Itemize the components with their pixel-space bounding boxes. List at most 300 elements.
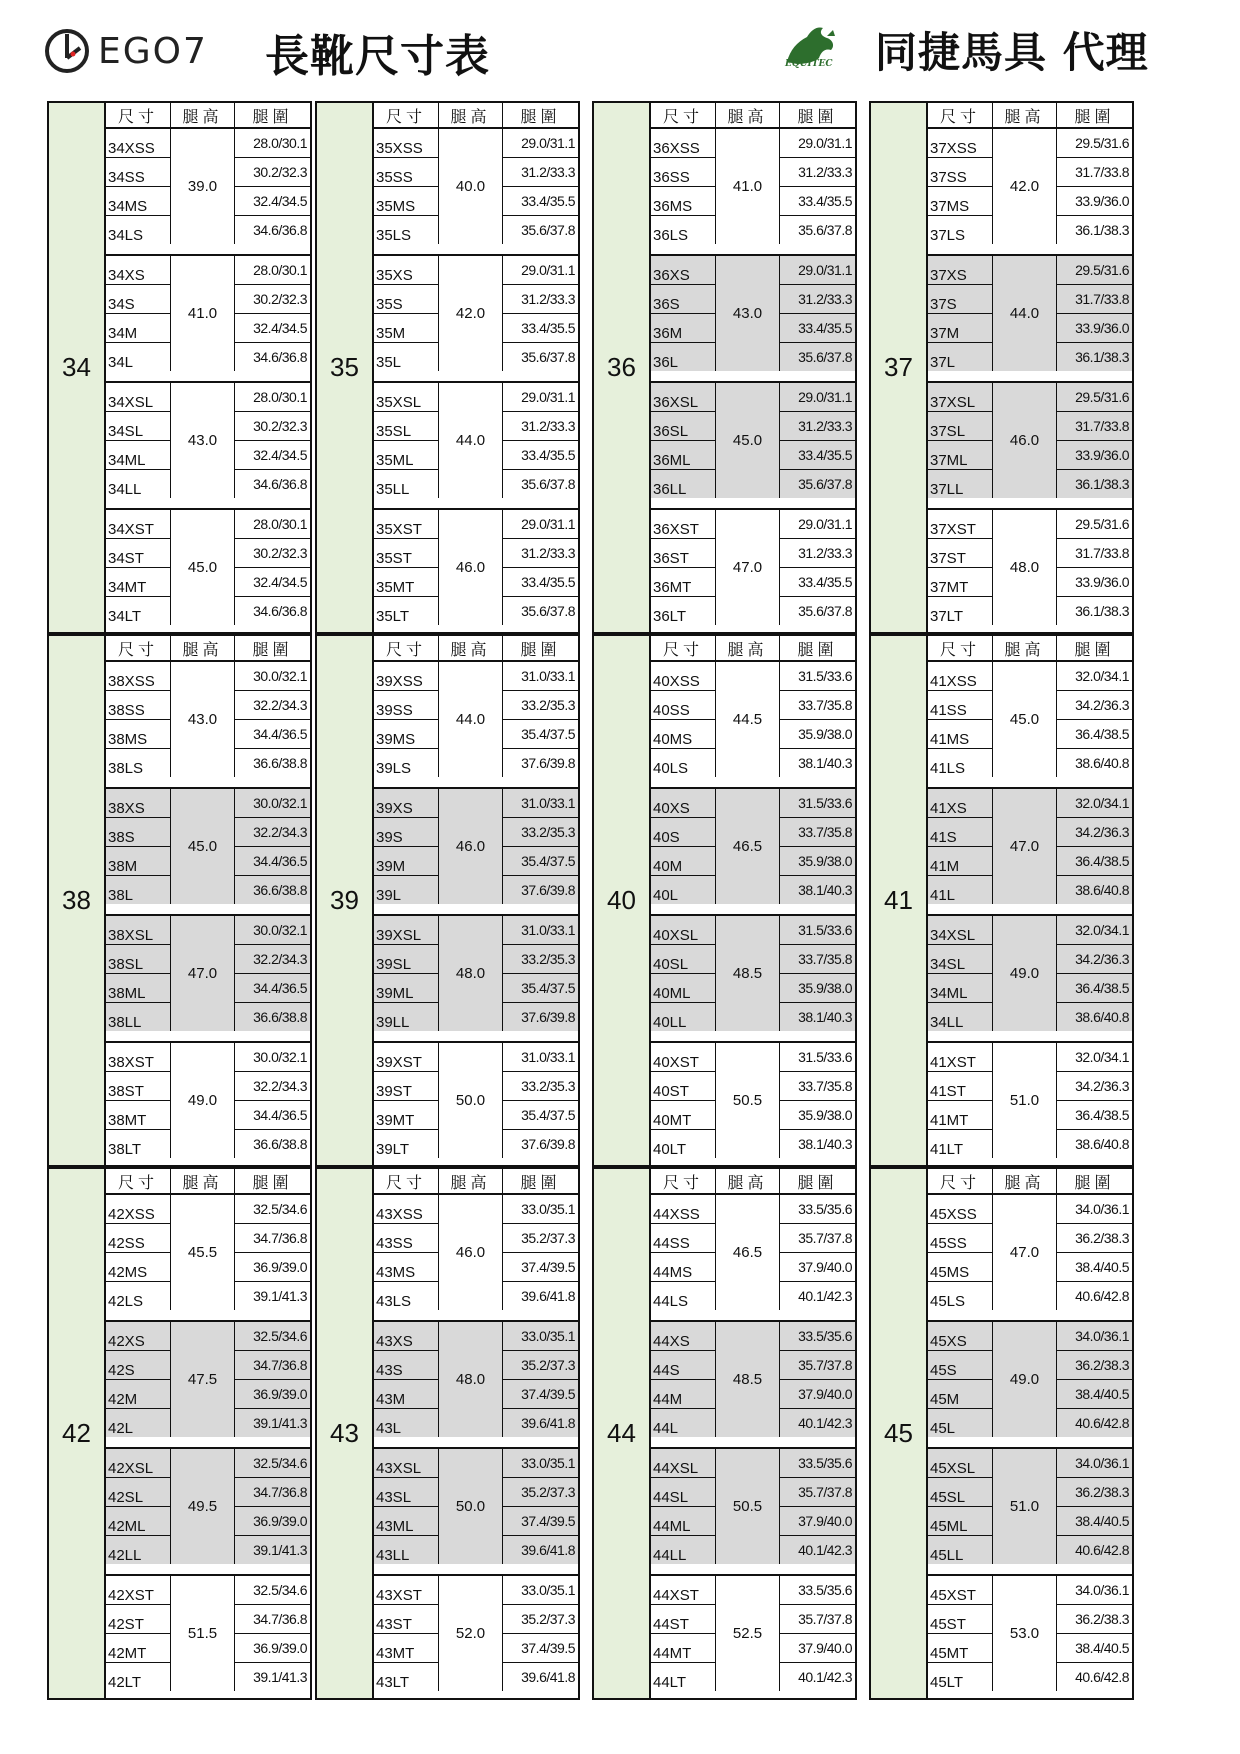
calf-circumference: 33.9/36.0 (1057, 314, 1132, 343)
calf-circumference-values (235, 662, 310, 777)
size-label-panel (871, 1169, 928, 1698)
calf-circumference: 29.0/31.1 (780, 383, 855, 412)
size-code: 39LS (376, 760, 412, 777)
size-code: 38XS (106, 789, 170, 818)
calf-circumference: 38.4/40.5 (1057, 1380, 1132, 1409)
size-code: 39L (376, 887, 402, 904)
calf-circumference: 34.2/36.3 (1057, 1072, 1132, 1101)
header-code: 尺寸 (106, 103, 171, 127)
calf-circumference-values (780, 916, 855, 1031)
size-group (928, 789, 1132, 904)
size-block-42 (47, 1167, 312, 1700)
size-group (928, 916, 1132, 1031)
size-code: 34S (106, 285, 170, 314)
size-codes (651, 1043, 716, 1158)
calf-height-value: 46.0 (439, 789, 503, 904)
group-separator (374, 244, 578, 256)
size-code: 34MT (106, 568, 170, 597)
calf-circumference: 35.6/37.8 (521, 476, 575, 492)
size-group (651, 662, 855, 777)
calf-circumference: 36.4/38.5 (1057, 720, 1132, 749)
calf-circumference: 28.0/30.1 (235, 383, 310, 412)
calf-circumference: 31.7/33.8 (1057, 539, 1132, 568)
size-code: 43XSS (374, 1195, 438, 1224)
size-codes (106, 1195, 171, 1310)
calf-circumference: 40.1/42.3 (798, 1415, 852, 1431)
calf-circumference: 34.4/36.5 (235, 720, 310, 749)
size-code: 35XS (374, 256, 438, 285)
size-code: 35MS (374, 187, 438, 216)
size-code: 41XSS (928, 662, 992, 691)
size-code: 42XSS (106, 1195, 170, 1224)
calf-circumference-values (503, 1043, 578, 1158)
size-code: 41XS (928, 789, 992, 818)
size-codes (651, 383, 716, 498)
calf-height-value: 43.0 (171, 383, 235, 498)
calf-height-value: 49.5 (171, 1449, 235, 1564)
size-code: 43ST (374, 1605, 438, 1634)
size-table (651, 636, 855, 1165)
calf-height-value: 44.0 (439, 662, 503, 777)
size-code: 35LT (376, 608, 410, 625)
size-code: 45LL (930, 1547, 964, 1564)
size-code: 36MT (651, 568, 715, 597)
size-code: 39M (374, 847, 438, 876)
size-label-panel (317, 636, 374, 1165)
size-code: 35SL (374, 412, 438, 441)
size-code: 43LL (376, 1547, 410, 1564)
size-code: 45SL (928, 1478, 992, 1507)
size-code: 39LT (376, 1141, 410, 1158)
calf-circumference: 32.4/34.5 (235, 314, 310, 343)
size-code: 41ST (928, 1072, 992, 1101)
size-codes (374, 1322, 439, 1437)
size-group (928, 129, 1132, 244)
size-code: 37ST (928, 539, 992, 568)
calf-height-value: 51.5 (171, 1576, 235, 1691)
calf-circumference: 31.0/33.1 (503, 916, 578, 945)
calf-circumference: 29.5/31.6 (1057, 510, 1132, 539)
calf-circumference-values (503, 789, 578, 904)
size-code: 35L (376, 354, 402, 371)
size-code: 38SS (106, 691, 170, 720)
calf-circumference-values (1057, 256, 1132, 371)
size-group (374, 510, 578, 625)
calf-circumference: 34.7/36.8 (235, 1224, 310, 1253)
size-code: 42XST (106, 1576, 170, 1605)
size-table (651, 1169, 855, 1698)
calf-circumference-values (235, 1195, 310, 1310)
calf-height-value: 45.0 (716, 383, 780, 498)
calf-circumference: 37.4/39.5 (503, 1507, 578, 1536)
calf-circumference: 33.7/35.8 (780, 1072, 855, 1101)
calf-circumference: 34.7/36.8 (235, 1478, 310, 1507)
size-codes (106, 383, 171, 498)
size-code: 44MT (651, 1634, 715, 1663)
calf-circumference: 37.9/40.0 (780, 1507, 855, 1536)
calf-circumference: 35.6/37.8 (798, 222, 852, 238)
size-code: 40MS (651, 720, 715, 749)
calf-circumference: 34.6/36.8 (253, 349, 307, 365)
calf-circumference: 33.2/35.3 (503, 691, 578, 720)
group-separator (928, 1310, 1132, 1322)
size-label: 40 (607, 885, 636, 915)
size-code: 41LS (930, 760, 966, 777)
size-table (928, 1169, 1132, 1698)
size-code: 34MS (106, 187, 170, 216)
calf-circumference: 31.5/33.6 (780, 916, 855, 945)
calf-circumference-values (780, 1043, 855, 1158)
calf-circumference-values (780, 662, 855, 777)
calf-circumference: 37.6/39.8 (521, 882, 575, 898)
size-code: 34M (106, 314, 170, 343)
header-code: 尺寸 (651, 103, 716, 127)
size-codes (651, 789, 716, 904)
calf-circumference: 30.2/32.3 (235, 158, 310, 187)
calf-circumference: 38.1/40.3 (798, 1009, 852, 1025)
calf-height-value: 40.0 (439, 129, 503, 244)
size-code: 37LL (930, 481, 964, 498)
calf-circumference: 35.4/37.5 (503, 847, 578, 876)
size-codes (374, 383, 439, 498)
size-group (928, 1043, 1132, 1158)
size-code: 39MS (374, 720, 438, 749)
calf-circumference: 38.6/40.8 (1075, 1009, 1129, 1025)
size-code: 34XS (106, 256, 170, 285)
size-code: 38L (108, 887, 134, 904)
size-label: 45 (884, 1418, 913, 1448)
size-group (374, 1576, 578, 1691)
calf-circumference: 33.0/35.1 (503, 1449, 578, 1478)
calf-circumference-values (1057, 129, 1132, 244)
size-code: 34XSL (928, 916, 992, 945)
calf-circumference: 33.0/35.1 (503, 1576, 578, 1605)
calf-height-value: 49.0 (993, 1322, 1057, 1437)
calf-circumference: 33.0/35.1 (503, 1195, 578, 1224)
size-code: 43MT (374, 1634, 438, 1663)
size-label: 44 (607, 1418, 636, 1448)
size-codes (106, 1043, 171, 1158)
size-code: 43XSL (374, 1449, 438, 1478)
size-code: 39XSS (374, 662, 438, 691)
size-code: 42XS (106, 1322, 170, 1351)
calf-circumference: 32.0/34.1 (1057, 662, 1132, 691)
size-label-panel (594, 636, 651, 1165)
size-code: 44MS (651, 1253, 715, 1282)
size-code: 37M (928, 314, 992, 343)
calf-circumference: 40.6/42.8 (1075, 1669, 1129, 1685)
size-label-panel (49, 103, 106, 632)
size-group (928, 256, 1132, 371)
calf-height-value: 47.0 (993, 789, 1057, 904)
calf-circumference: 39.1/41.3 (253, 1669, 307, 1685)
size-group (651, 1043, 855, 1158)
calf-circumference-values (235, 383, 310, 498)
size-code: 39S (374, 818, 438, 847)
size-code: 39XSL (374, 916, 438, 945)
size-group (106, 1195, 310, 1310)
size-code: 38ML (106, 974, 170, 1003)
size-block-43 (315, 1167, 580, 1700)
calf-circumference: 38.4/40.5 (1057, 1507, 1132, 1536)
size-codes (106, 256, 171, 371)
size-code: 37SL (928, 412, 992, 441)
size-code: 37SS (928, 158, 992, 187)
calf-circumference: 40.6/42.8 (1075, 1288, 1129, 1304)
group-separator (928, 777, 1132, 789)
size-code: 45LS (930, 1293, 966, 1310)
size-code: 45SS (928, 1224, 992, 1253)
size-code: 35S (374, 285, 438, 314)
size-label-panel (49, 636, 106, 1165)
group-separator (651, 244, 855, 256)
calf-circumference: 39.6/41.8 (521, 1542, 575, 1558)
size-group (651, 1195, 855, 1310)
group-separator (106, 498, 310, 510)
size-code: 42M (106, 1380, 170, 1409)
size-code: 35XST (374, 510, 438, 539)
size-table (374, 1169, 578, 1698)
calf-circumference-values (780, 1576, 855, 1691)
size-code: 41MT (928, 1101, 992, 1130)
calf-circumference: 31.0/33.1 (503, 662, 578, 691)
group-separator (928, 244, 1132, 256)
header-calf-circumference: 腿圍 (797, 639, 838, 659)
calf-circumference: 34.0/36.1 (1057, 1322, 1132, 1351)
size-codes (651, 129, 716, 244)
size-code: 42ML (106, 1507, 170, 1536)
calf-circumference: 35.9/38.0 (780, 720, 855, 749)
size-code: 44LL (653, 1547, 687, 1564)
size-code: 38S (106, 818, 170, 847)
size-group (651, 1449, 855, 1564)
size-block-36 (592, 101, 857, 634)
calf-circumference-values (1057, 510, 1132, 625)
size-code: 40S (651, 818, 715, 847)
size-code: 42SL (106, 1478, 170, 1507)
size-group (106, 256, 310, 371)
size-code: 45LT (930, 1674, 964, 1691)
calf-circumference: 33.2/35.3 (503, 945, 578, 974)
size-code: 44XSS (651, 1195, 715, 1224)
size-codes (106, 789, 171, 904)
calf-circumference: 32.2/34.3 (235, 1072, 310, 1101)
size-group (651, 256, 855, 371)
size-code: 44L (653, 1420, 679, 1437)
size-code: 40L (653, 887, 679, 904)
calf-circumference: 33.9/36.0 (1057, 441, 1132, 470)
size-group (106, 916, 310, 1031)
size-code: 34LL (108, 481, 142, 498)
calf-circumference: 33.4/35.5 (780, 187, 855, 216)
header-code: 尺寸 (374, 636, 439, 660)
calf-circumference: 36.6/38.8 (253, 755, 307, 771)
calf-circumference: 40.6/42.8 (1075, 1542, 1129, 1558)
calf-circumference-values (503, 1195, 578, 1310)
calf-circumference-values (1057, 662, 1132, 777)
calf-circumference: 37.6/39.8 (521, 1009, 575, 1025)
size-group (106, 383, 310, 498)
calf-circumference: 33.5/35.6 (780, 1195, 855, 1224)
calf-circumference: 33.7/35.8 (780, 691, 855, 720)
header-calf-height: 腿高 (993, 636, 1057, 660)
calf-circumference: 31.2/33.3 (503, 285, 578, 314)
size-code: 38XSS (106, 662, 170, 691)
size-code: 43L (376, 1420, 402, 1437)
header-calf-height: 腿高 (993, 103, 1057, 127)
size-code: 36SL (651, 412, 715, 441)
calf-circumference-values (1057, 1576, 1132, 1691)
calf-circumference: 36.2/38.3 (1057, 1224, 1132, 1253)
size-codes (928, 383, 993, 498)
size-code: 43S (374, 1351, 438, 1380)
size-group (374, 1322, 578, 1437)
size-code: 41LT (930, 1141, 964, 1158)
size-code: 38LL (108, 1014, 142, 1031)
calf-circumference-values (1057, 1043, 1132, 1158)
calf-circumference: 33.4/35.5 (503, 568, 578, 597)
calf-circumference: 39.1/41.3 (253, 1288, 307, 1304)
header-code: 尺寸 (928, 1169, 993, 1193)
size-label: 43 (330, 1418, 359, 1448)
size-code: 35ST (374, 539, 438, 568)
calf-circumference: 37.4/39.5 (503, 1253, 578, 1282)
size-code: 37XSL (928, 383, 992, 412)
calf-circumference: 38.4/40.5 (1057, 1253, 1132, 1282)
calf-height-value: 42.0 (439, 256, 503, 371)
calf-circumference: 35.6/37.8 (798, 349, 852, 365)
size-code: 34LT (108, 608, 142, 625)
size-table (374, 103, 578, 632)
size-code: 41XST (928, 1043, 992, 1072)
size-codes (374, 129, 439, 244)
calf-circumference-values (780, 256, 855, 371)
size-group (374, 129, 578, 244)
calf-circumference-values (1057, 1322, 1132, 1437)
calf-circumference-values (235, 1322, 310, 1437)
size-codes (374, 916, 439, 1031)
size-code: 35M (374, 314, 438, 343)
group-separator (374, 777, 578, 789)
size-code: 39XS (374, 789, 438, 818)
calf-circumference: 35.2/37.3 (503, 1224, 578, 1253)
size-table (928, 636, 1132, 1165)
size-label-panel (317, 103, 374, 632)
calf-height-value: 48.0 (439, 1322, 503, 1437)
calf-circumference: 34.6/36.8 (253, 603, 307, 619)
size-codes (374, 1043, 439, 1158)
group-separator (928, 498, 1132, 510)
size-code: 42MT (106, 1634, 170, 1663)
calf-circumference: 36.6/38.8 (253, 1009, 307, 1025)
calf-height-value: 45.0 (171, 789, 235, 904)
calf-circumference-values (503, 1322, 578, 1437)
size-code: 40ML (651, 974, 715, 1003)
size-code: 45XS (928, 1322, 992, 1351)
calf-circumference: 37.9/40.0 (780, 1253, 855, 1282)
size-code: 42SS (106, 1224, 170, 1253)
size-code: 42S (106, 1351, 170, 1380)
size-label: 38 (62, 885, 91, 915)
size-label-panel (871, 636, 928, 1165)
size-code: 41M (928, 847, 992, 876)
size-block-39 (315, 634, 580, 1167)
calf-circumference: 36.1/38.3 (1075, 476, 1129, 492)
group-separator (651, 1564, 855, 1576)
calf-circumference: 35.6/37.8 (521, 349, 575, 365)
size-code: 35XSL (374, 383, 438, 412)
size-code: 41L (930, 887, 956, 904)
calf-circumference: 35.7/37.8 (780, 1605, 855, 1634)
size-block-38 (47, 634, 312, 1167)
size-label-panel (317, 1169, 374, 1698)
group-separator (106, 1564, 310, 1576)
calf-circumference: 31.5/33.6 (780, 1043, 855, 1072)
size-code: 34ST (106, 539, 170, 568)
calf-circumference: 33.0/35.1 (503, 1322, 578, 1351)
calf-circumference: 40.1/42.3 (798, 1288, 852, 1304)
calf-circumference: 31.2/33.3 (780, 158, 855, 187)
calf-height-value: 44.5 (716, 662, 780, 777)
size-code: 44LT (653, 1674, 687, 1691)
calf-circumference: 38.6/40.8 (1075, 1136, 1129, 1152)
size-code: 40XS (651, 789, 715, 818)
calf-circumference: 35.2/37.3 (503, 1478, 578, 1507)
calf-circumference: 34.2/36.3 (1057, 691, 1132, 720)
size-group (106, 662, 310, 777)
size-table (374, 636, 578, 1165)
size-codes (928, 1576, 993, 1691)
group-separator (106, 904, 310, 916)
calf-circumference: 29.0/31.1 (780, 256, 855, 285)
size-code: 44ML (651, 1507, 715, 1536)
calf-circumference: 32.4/34.5 (235, 568, 310, 597)
calf-circumference: 31.2/33.3 (780, 285, 855, 314)
calf-circumference-values (1057, 789, 1132, 904)
calf-circumference: 33.7/35.8 (780, 818, 855, 847)
size-code: 36XSS (651, 129, 715, 158)
calf-circumference-values (503, 383, 578, 498)
size-codes (651, 662, 716, 777)
calf-circumference: 36.9/39.0 (235, 1380, 310, 1409)
calf-circumference: 33.2/35.3 (503, 1072, 578, 1101)
size-code: 37LT (930, 608, 964, 625)
agent-label: 同捷馬具 代理 (875, 28, 1149, 77)
size-codes (651, 1322, 716, 1437)
equitec-horse-logo-icon (775, 22, 855, 72)
calf-circumference: 29.0/31.1 (503, 383, 578, 412)
size-code: 34SL (106, 412, 170, 441)
size-code: 39ML (374, 974, 438, 1003)
size-group (651, 1576, 855, 1691)
calf-circumference: 37.6/39.8 (521, 755, 575, 771)
calf-circumference: 29.0/31.1 (503, 256, 578, 285)
calf-height-value: 41.0 (171, 256, 235, 371)
size-codes (651, 1449, 716, 1564)
group-separator (928, 371, 1132, 383)
calf-height-value: 46.0 (993, 383, 1057, 498)
size-code: 39SS (374, 691, 438, 720)
size-code: 42XSL (106, 1449, 170, 1478)
calf-height-value: 45.0 (171, 510, 235, 625)
group-separator (374, 904, 578, 916)
size-code: 45S (928, 1351, 992, 1380)
calf-circumference-values (235, 789, 310, 904)
size-code: 36SS (651, 158, 715, 187)
header-code: 尺寸 (651, 1169, 716, 1193)
size-code: 44S (651, 1351, 715, 1380)
size-codes (651, 916, 716, 1031)
